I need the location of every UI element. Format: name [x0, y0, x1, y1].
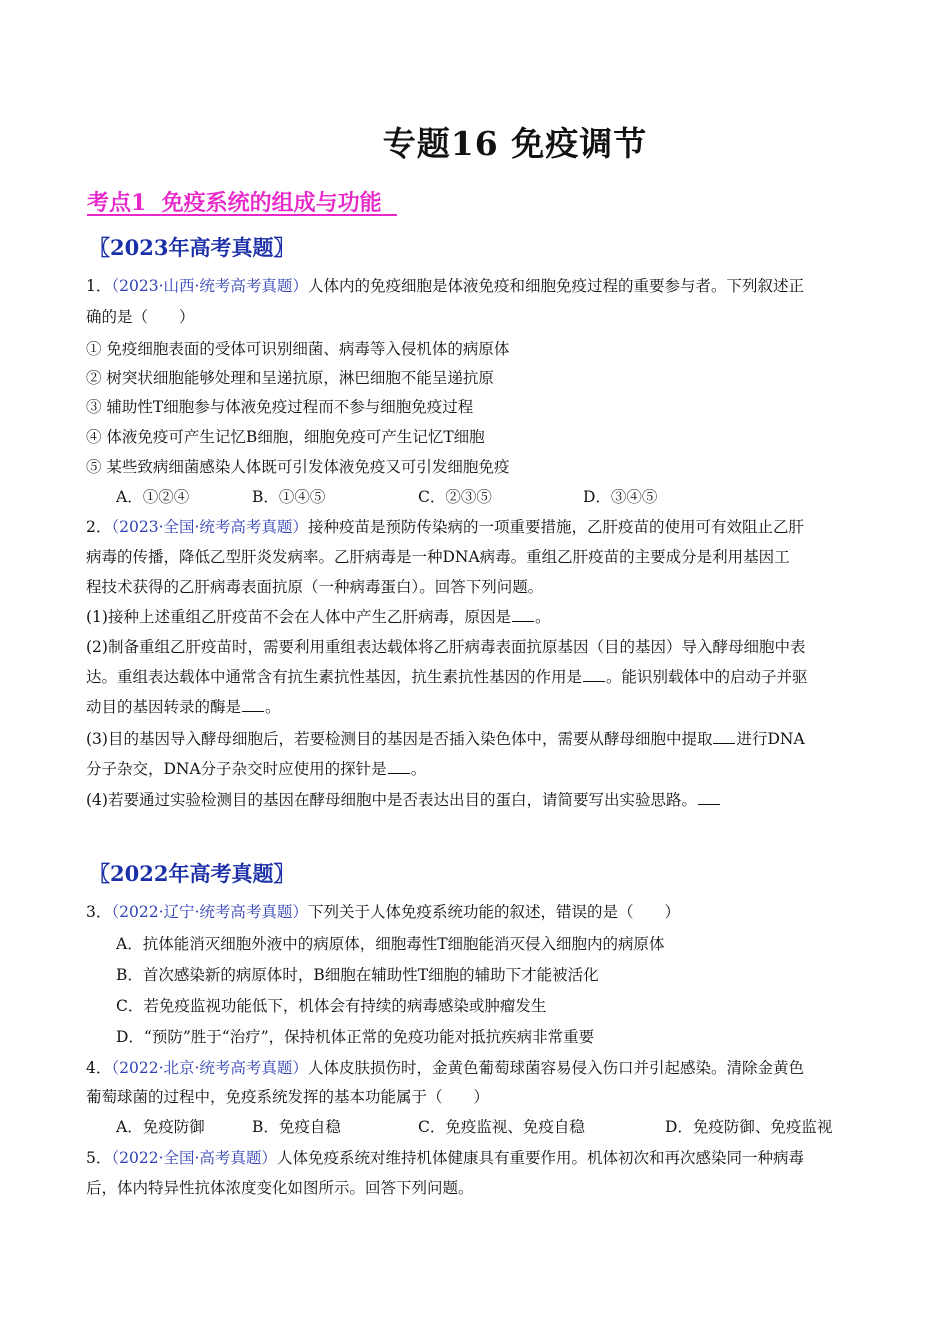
option-a: A．①②④: [116, 488, 190, 506]
question-4-stem-cont: 葡萄球菌的过程中，免疫系统发挥的基本功能属于（ ）: [86, 1088, 490, 1106]
year-heading-2022: 〖2022年高考真题〗: [89, 861, 295, 886]
answer-blank: [583, 665, 605, 682]
answer-blank: [713, 727, 735, 744]
question-2-part-1: (1)接种上述重组乙肝疫苗不会在人体中产生乙肝病毒，原因是 。: [86, 602, 866, 632]
question-source: （2023·全国·统考高考真题）: [111, 518, 308, 536]
question-source: （2022·全国·高考真题）: [111, 1149, 277, 1167]
option-c: C．②③⑤: [418, 488, 492, 506]
option-b: B．首次感染新的病原体时，B细胞在辅助性T细胞的辅助下才能被活化: [116, 966, 599, 984]
section-heading: 考点1 免疫系统的组成与功能: [87, 190, 397, 216]
option-c: C．若免疫监视功能低下，机体会有持续的病毒感染或肿瘤发生: [116, 997, 547, 1015]
question-source: （2022·辽宁·统考高考真题）: [111, 903, 308, 921]
year-heading-2023: 〖2023年高考真题〗: [89, 235, 295, 260]
statement-5: ⑤ 某些致病细菌感染人体既可引发体液免疫又可引发细胞免疫: [86, 458, 510, 476]
answer-blank: [242, 695, 264, 712]
option-d: D．“预防”胜于“治疗”，保持机体正常的免疫功能对抵抗疾病非常重要: [116, 1028, 595, 1046]
answer-blank: [698, 788, 720, 805]
statement-4: ④ 体液免疫可产生记忆B细胞，细胞免疫可产生记忆T细胞: [86, 428, 485, 446]
option-a: A．抗体能消灭细胞外液中的病原体，细胞毒性T细胞能消灭侵入细胞内的病原体: [116, 935, 665, 953]
option-a: A．免疫防御: [116, 1118, 205, 1136]
question-2-part-3: (3)目的基因导入酵母细胞后，若要检测目的基因是否插入染色体中，需要从酵母细胞中提取 进行DNA: [86, 724, 866, 754]
question-1-stem-cont: 确的是（ ）: [86, 308, 195, 326]
question-5-stem-cont: 后，体内特异性抗体浓度变化如图所示。回答下列问题。: [86, 1179, 474, 1197]
page-title: 专题16 免疫调节: [382, 124, 648, 163]
question-2-stem-cont: 病毒的传播，降低乙型肝炎发病率。乙肝病毒是一种DNA病毒。重组乙肝疫苗的主要成分是利用基因工: [86, 548, 790, 566]
option-b: B．①④⑤: [252, 488, 326, 506]
question-2-part-2-cont: 动目的基因转录的酶是 。: [86, 692, 866, 722]
question-2-part-2-cont: 达。重组表达载体中通常含有抗生素抗性基因，抗生素抗性基因的作用是 。能识别载体中的启动子并驱: [86, 662, 866, 692]
question-2-part-4: (4)若要通过实验检测目的基因在酵母细胞中是否表达出目的蛋白，请简要写出实验思路。: [86, 785, 866, 815]
question-2-part-3-cont: 分子杂交，DNA分子杂交时应使用的探针是 。: [86, 754, 866, 784]
answer-blank: [512, 605, 534, 622]
option-d: D．③④⑤: [583, 488, 658, 506]
question-source: （2022·北京·统考高考真题）: [111, 1059, 308, 1077]
question-2-stem-cont: 程技术获得的乙肝病毒表面抗原（一种病毒蛋白）。回答下列问题。: [86, 578, 544, 596]
question-1-stem: 1．（2023·山西·统考高考真题）人体内的免疫细胞是体液免疫和细胞免疫过程的重要参与者。下列叙述正: [86, 277, 804, 295]
question-2-stem: 2．（2023·全国·统考高考真题）接种疫苗是预防传染病的一项重要措施，乙肝疫苗的使用可有效阻止乙肝: [86, 518, 804, 536]
question-3-stem: 3．（2022·辽宁·统考高考真题）下列关于人体免疫系统功能的叙述，错误的是（ ）: [86, 903, 680, 921]
statement-1: ① 免疫细胞表面的受体可识别细菌、病毒等入侵机体的病原体: [86, 340, 510, 358]
statement-2: ② 树突状细胞能够处理和呈递抗原，淋巴细胞不能呈递抗原: [86, 369, 494, 387]
option-b: B．免疫自稳: [252, 1118, 341, 1136]
answer-blank: [388, 757, 410, 774]
question-source: （2023·山西·统考高考真题）: [111, 277, 308, 295]
question-5-stem: 5．（2022·全国·高考真题）人体免疫系统对维持机体健康具有重要作用。机体初次和再次感染同一种病毒: [86, 1149, 804, 1167]
question-4-stem: 4．（2022·北京·统考高考真题）人体皮肤损伤时，金黄色葡萄球菌容易侵入伤口并引起感染。清除金黄色: [86, 1059, 804, 1077]
option-c: C．免疫监视、免疫自稳: [418, 1118, 585, 1136]
question-2-part-2: (2)制备重组乙肝疫苗时，需要利用重组表达载体将乙肝病毒表面抗原基因（目的基因）导入酵母细胞中表: [86, 638, 806, 656]
statement-3: ③ 辅助性T细胞参与体液免疫过程而不参与细胞免疫过程: [86, 398, 474, 416]
option-d: D．免疫防御、免疫监视: [665, 1118, 833, 1136]
